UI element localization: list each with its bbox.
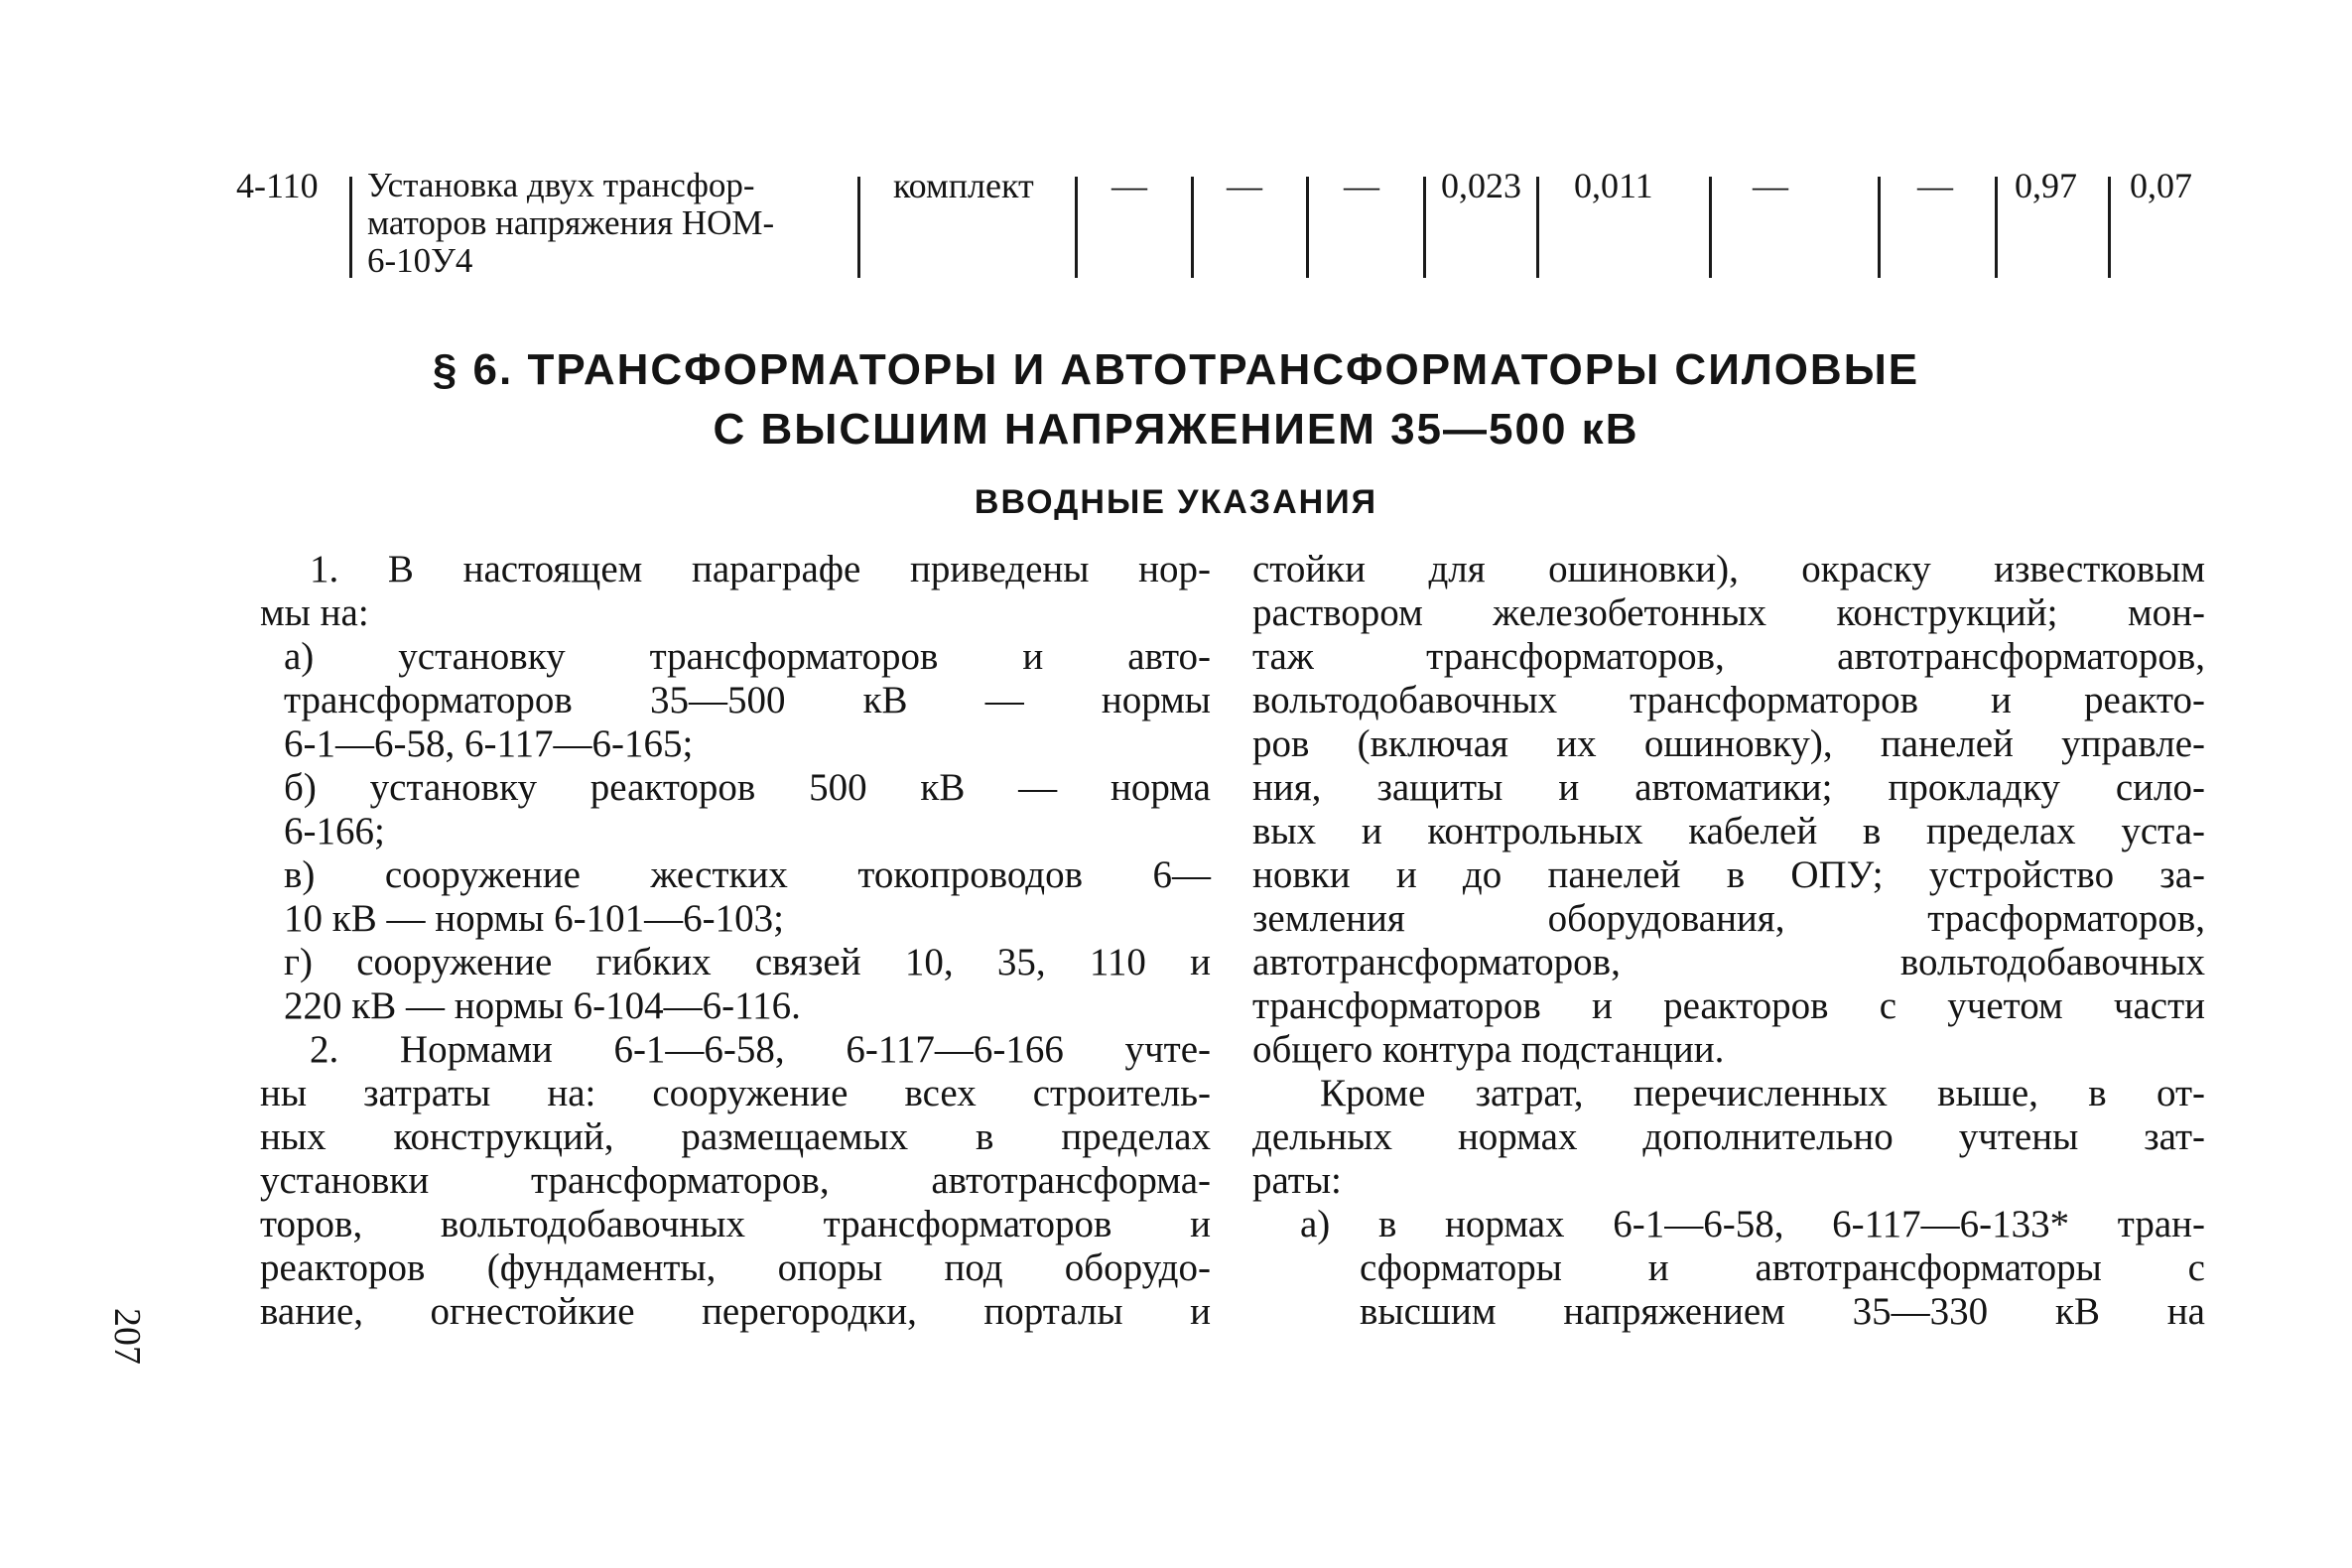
text-line: трансформаторов и реакторов с учетом части [1252, 984, 2205, 1027]
text-line: трансформаторов 35—500 кВ — нормы [284, 679, 1211, 721]
text-line: дельных нормах дополнительно учтены зат- [1252, 1115, 2205, 1158]
text-line: 220 кВ — нормы 6-104—6-116. [284, 984, 801, 1027]
text-line: автотрансформаторов, вольтодобавочных [1252, 941, 2205, 983]
table-divider [1709, 177, 1712, 278]
text-line: ния, защиты и автоматики; прокладку сило- [1252, 766, 2205, 809]
text-line: мы на: [260, 591, 369, 634]
table-divider [2108, 177, 2111, 278]
table-value: — [1917, 166, 1953, 205]
table-value: — [1344, 166, 1379, 205]
table-row-code: 4-110 [236, 166, 319, 205]
table-value: — [1753, 166, 1788, 205]
text-line: высшим напряжением 35—330 кВ на [1360, 1290, 2205, 1333]
description-line: Установка двух трансфор- [367, 166, 755, 204]
table-divider [1995, 177, 1998, 278]
text-line: сформаторы и автотрансформаторы с [1360, 1246, 2205, 1289]
section-subtitle: ВВОДНЫЕ УКАЗАНИЯ [974, 483, 1378, 521]
table-divider [1878, 177, 1881, 278]
table-divider [1536, 177, 1539, 278]
table-value: 0,023 [1441, 166, 1521, 205]
text-line: новки и до панелей в ОПУ; устройство за- [1252, 853, 2205, 896]
table-row-unit: комплект [893, 166, 1034, 205]
text-line: 2. Нормами 6-1—6-58, 6-117—6-166 учте- [310, 1028, 1211, 1071]
text-line: стойки для ошиновки), окраску известковым [1252, 548, 2205, 590]
text-line: 10 кВ — нормы 6-101—6-103; [284, 897, 784, 940]
text-line: г) сооружение гибких связей 10, 35, 110 и [284, 941, 1211, 983]
text-line: вание, огнестойкие перегородки, порталы и [260, 1290, 1211, 1333]
table-divider [1075, 177, 1078, 278]
table-value: 0,07 [2130, 166, 2192, 205]
table-value: 0,011 [1574, 166, 1653, 205]
text-line: а) в нормах 6-1—6-58, 6-117—6-133* тран- [1300, 1203, 2205, 1245]
table-value: — [1111, 166, 1147, 205]
table-value: — [1227, 166, 1262, 205]
text-line: 6-1—6-58, 6-117—6-165; [284, 722, 694, 765]
text-line: в) сооружение жестких токопроводов 6— [284, 853, 1211, 896]
section-title: § 6. ТРАНСФОРМАТОРЫ И АВТОТРАНСФОРМАТОРЫ СИЛОВЫЕ [432, 345, 1920, 394]
text-line: ны затраты на: сооружение всех строитель- [260, 1072, 1211, 1114]
table-divider [857, 177, 860, 278]
table-divider [1306, 177, 1309, 278]
description-line: 6-10У4 [367, 241, 473, 280]
text-line: торов, вольтодобавочных трансформаторов и [260, 1203, 1211, 1245]
text-line: таж трансформаторов, автотрансформаторов, [1252, 635, 2205, 678]
text-line: б) установку реакторов 500 кВ — норма [284, 766, 1211, 809]
text-line: 1. В настоящем параграфе приведены нор- [310, 548, 1211, 590]
text-line: ных конструкций, размещаемых в пределах [260, 1115, 1211, 1158]
text-line: вольтодобавочных трансформаторов и реакто- [1252, 679, 2205, 721]
text-line: вых и контрольных кабелей в пределах уста- [1252, 810, 2205, 852]
text-line: реакторов (фундаменты, опоры под оборудо- [260, 1246, 1211, 1289]
table-divider [349, 177, 352, 278]
text-line: земления оборудования, трасформаторов, [1252, 897, 2205, 940]
description-line: маторов напряжения НОМ- [367, 203, 775, 242]
text-line: 6-166; [284, 810, 385, 852]
text-line: раствором железобетонных конструкций; мон- [1252, 591, 2205, 634]
text-line: раты: [1252, 1159, 1342, 1202]
text-line: установки трансформаторов, автотрансформа- [260, 1159, 1211, 1202]
text-line: ров (включая их ошиновку), панелей управле- [1252, 722, 2205, 765]
table-divider [1191, 177, 1194, 278]
text-line: а) установку трансформаторов и авто- [284, 635, 1211, 678]
table-divider [1423, 177, 1426, 278]
text-line: Кроме затрат, перечисленных выше, в от- [1320, 1072, 2205, 1114]
section-title: С ВЫСШИМ НАПРЯЖЕНИЕМ 35—500 кВ [713, 405, 1639, 454]
page-number: 207 [106, 1308, 148, 1365]
text-line: общего контура подстанции. [1252, 1028, 1725, 1071]
table-value: 0,97 [2015, 166, 2077, 205]
